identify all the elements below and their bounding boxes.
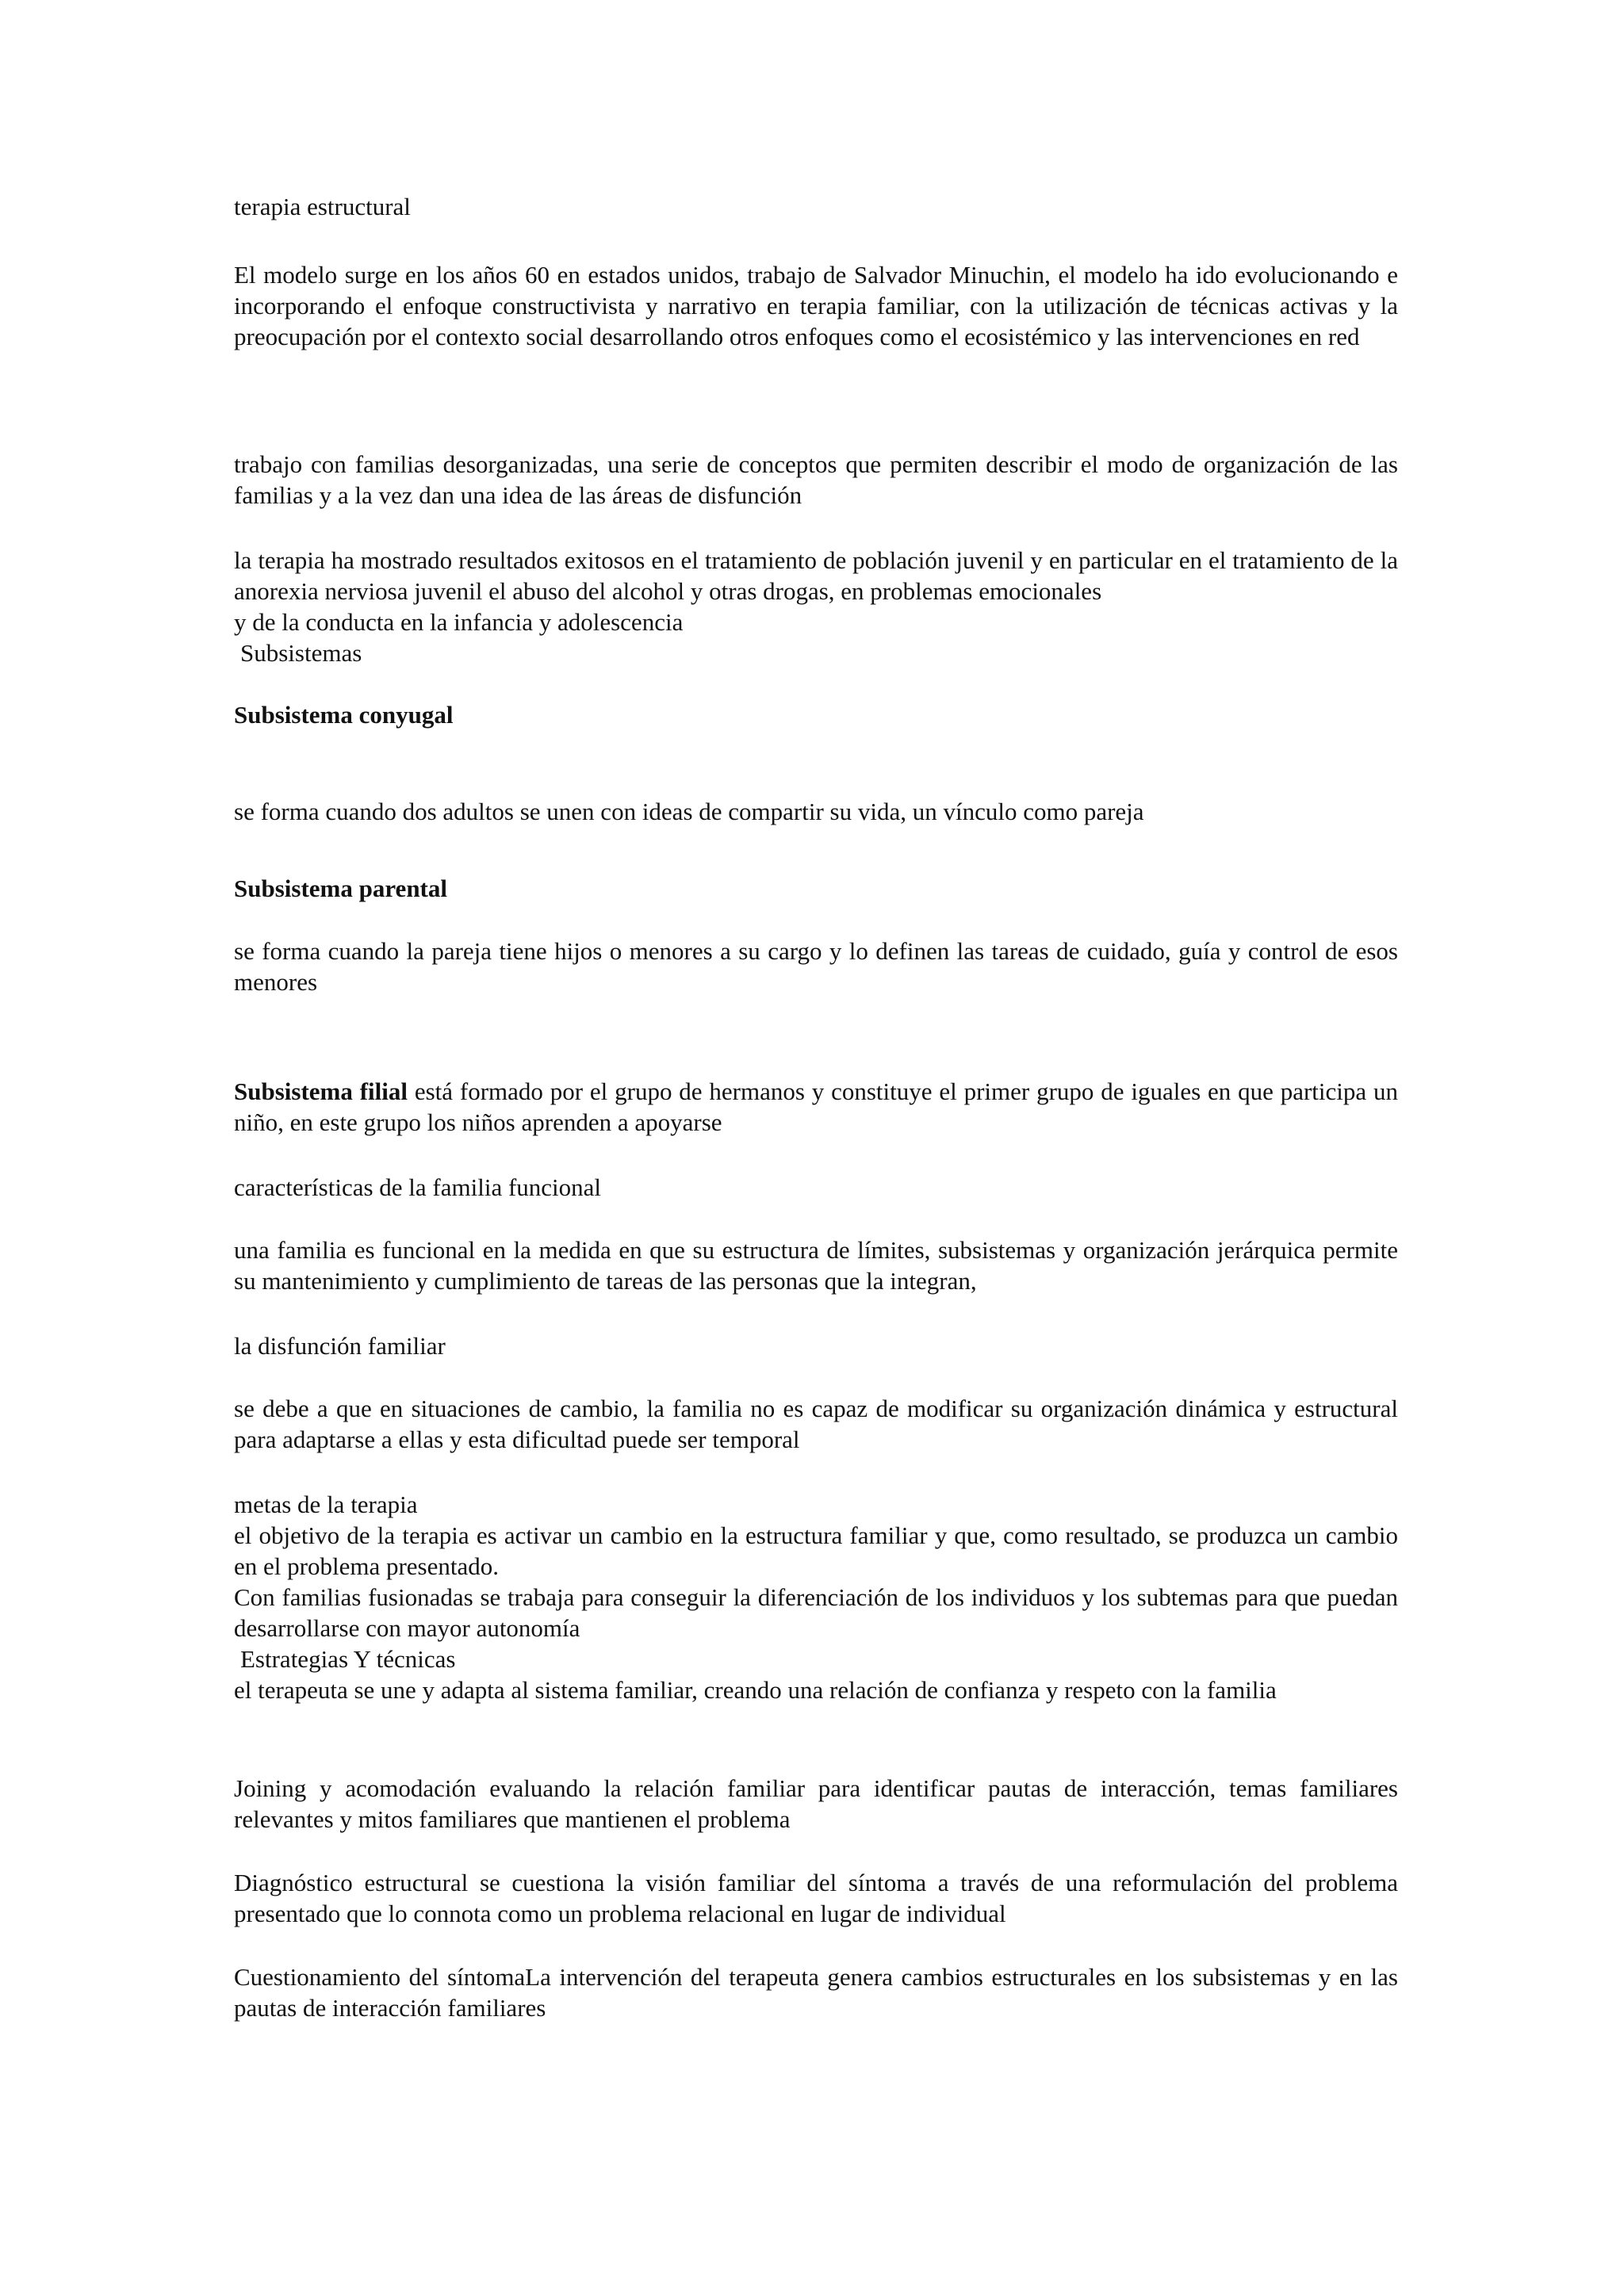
filial-heading: Subsistema filial	[234, 1077, 408, 1105]
desorganizadas-paragraph: trabajo con familias desorganizadas, una serie de conceptos que permiten describir el modo de organización de las familias y a la vez dan una idea de las áreas de disfunción	[234, 450, 1398, 509]
filial-text: está formado por el grupo de hermanos y constituye el primer grupo de iguales en que participa un niño, en este grupo los niños aprenden a apoyarse	[234, 1077, 1398, 1136]
resultados-last-line: y de la conducta en la infancia y adolescencia	[234, 608, 684, 636]
cuestionamiento-paragraph: Cuestionamiento del síntomaLa intervención del terapeuta genera cambios estructurales en los subsistemas y en las pautas de interacción familiares	[234, 1963, 1398, 2022]
funcional-paragraph: una familia es funcional en la medida en que su estructura de límites, subsistemas y organización jerárquica permite su mantenimiento y cumplimiento de tareas de las personas que la integran,	[234, 1236, 1398, 1295]
document-title: terapia estructural	[234, 193, 411, 220]
joining-paragraph: Joining y acomodación evaluando la relación familiar para identificar pautas de interacción, temas familiares relevantes y mitos familiares que mantienen el problema	[234, 1774, 1398, 1833]
disfuncion-heading: la disfunción familiar	[234, 1332, 446, 1360]
filial-paragraph	[234, 1076, 1398, 1138]
conyugal-paragraph: se forma cuando dos adultos se unen con ideas de compartir su vida, un vínculo como pareja	[234, 798, 1144, 825]
intro-paragraph: El modelo surge en los años 60 en estados unidos, trabajo de Salvador Minuchin, el modelo ha ido evolucionando e incorporando el enfoque constructivista y narrativo en terapia familiar, con la utilización de técnicas activas y la preocupación por el contexto social desarrollando otros enfoques como el ecosistémico y las intervenciones en red	[234, 261, 1398, 350]
subsistemas-heading: Subsistemas	[240, 639, 362, 667]
estrategias-heading: Estrategias Y técnicas	[240, 1645, 456, 1673]
parental-paragraph: se forma cuando la pareja tiene hijos o menores a su cargo y lo definen las tareas de cuidado, guía y control de esos menores	[234, 937, 1398, 996]
parental-heading: Subsistema parental	[234, 874, 447, 902]
metas-objetivo: el objetivo de la terapia es activar un cambio en la estructura familiar y que, como resultado, se produzca un cambio en el problema presentado.	[234, 1521, 1398, 1580]
funcional-heading: características de la familia funcional	[234, 1173, 602, 1201]
conyugal-heading: Subsistema conyugal	[234, 701, 454, 729]
terapeuta-paragraph: el terapeuta se une y adapta al sistema familiar, creando una relación de confianza y respeto con la familia	[234, 1676, 1277, 1704]
diagnostico-paragraph: Diagnóstico estructural se cuestiona la visión familiar del síntoma a través de una reformulación del problema presentado que lo connota como un problema relacional en lugar de individual	[234, 1869, 1398, 1927]
resultados-paragraph: la terapia ha mostrado resultados exitosos en el tratamiento de población juvenil y en particular en el tratamiento de la anorexia nerviosa juvenil el abuso del alcohol y otras drogas, en problemas emocionales	[234, 546, 1398, 605]
disfuncion-paragraph: se debe a que en situaciones de cambio, la familia no es capaz de modificar su organización dinámica y estructural para adaptarse a ellas y esta dificultad puede ser temporal	[234, 1395, 1398, 1453]
metas-fusionadas: Con familias fusionadas se trabaja para conseguir la diferenciación de los individuos y los subtemas para que puedan desarrollarse con mayor autonomía	[234, 1583, 1398, 1642]
metas-block	[234, 1489, 1398, 1705]
metas-heading: metas de la terapia	[234, 1490, 418, 1518]
resultados-block	[234, 545, 1398, 668]
